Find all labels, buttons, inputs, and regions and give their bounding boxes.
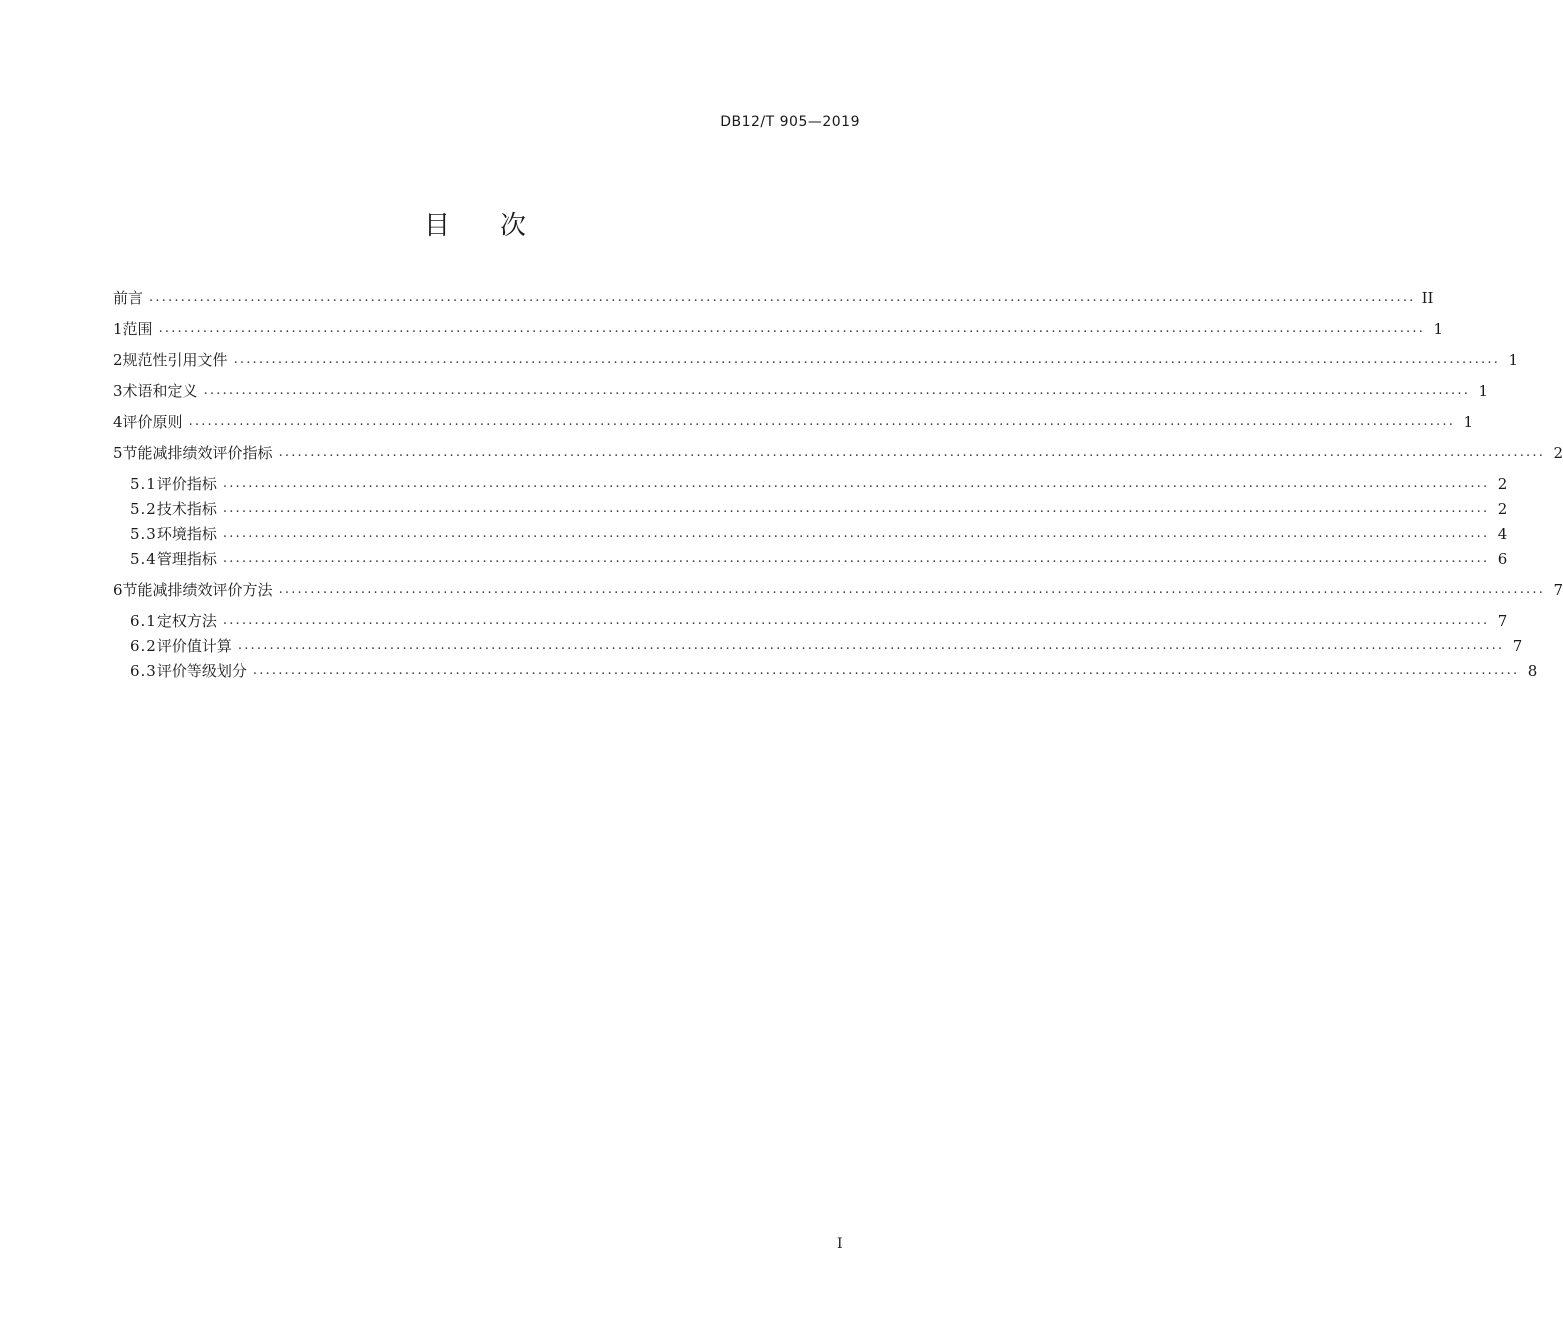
dot-leader: ........................................................................................................................................................................................................ <box>252 663 1520 678</box>
toc-subentry[interactable] <box>113 634 1523 658</box>
toc-entry[interactable] <box>113 348 1519 372</box>
toc-entry-label: 评价值计算 <box>156 637 232 655</box>
toc-entry-label: 前言 <box>113 289 144 307</box>
toc-entry-page: 2 <box>1497 500 1508 518</box>
toc-entry-page: 1 <box>1478 382 1489 400</box>
toc-entry-number: 6 <box>113 581 123 599</box>
toc-entry-label: 环境指标 <box>156 525 217 543</box>
toc-entry-label: 范围 <box>122 320 153 338</box>
toc-entry-page: 7 <box>1497 612 1508 630</box>
toc-entry-label: 技术指标 <box>156 500 217 518</box>
toc-subentry[interactable] <box>113 522 1508 546</box>
toc-entry-number: 2 <box>113 351 123 369</box>
toc-title: 目次 <box>423 211 576 241</box>
toc-entry-number: 5.4 <box>130 550 157 568</box>
table-of-contents <box>113 286 1563 690</box>
toc-entry-label: 规范性引用文件 <box>122 351 228 369</box>
dot-leader: ........................................................................................................................................................................................................ <box>222 526 1490 541</box>
toc-entry[interactable] <box>113 286 1434 310</box>
dot-leader: ........................................................................................................................................................................................................ <box>188 414 1456 429</box>
toc-entry-number: 6.2 <box>130 637 157 655</box>
toc-entry-page: II <box>1421 289 1434 307</box>
toc-entry-number: 5 <box>113 444 123 462</box>
toc-entry-page: 4 <box>1497 525 1508 543</box>
toc-entry-label: 定权方法 <box>156 612 217 630</box>
toc-entry-number: 6.1 <box>130 612 157 630</box>
toc-entry-label: 评价原则 <box>122 413 183 431</box>
dot-leader: ........................................................................................................................................................................................................ <box>203 383 1471 398</box>
toc-entry[interactable] <box>113 379 1489 403</box>
page-number: I <box>837 1236 843 1252</box>
toc-entry-page: 6 <box>1497 550 1508 568</box>
toc-entry-label: 节能减排绩效评价指标 <box>122 444 273 462</box>
toc-subentry[interactable] <box>113 609 1508 633</box>
toc-entry-label: 管理指标 <box>156 550 217 568</box>
toc-entry[interactable] <box>113 410 1474 434</box>
toc-subentry[interactable] <box>113 659 1538 683</box>
toc-entry-label: 节能减排绩效评价方法 <box>122 581 273 599</box>
toc-entry-number: 1 <box>113 320 123 338</box>
toc-entry-page: 2 <box>1553 444 1563 462</box>
dot-leader: ........................................................................................................................................................................................................ <box>222 476 1490 491</box>
toc-entry-label: 术语和定义 <box>122 382 198 400</box>
toc-entry-page: 1 <box>1433 320 1444 338</box>
toc-subentry[interactable] <box>113 472 1508 496</box>
toc-entry-number: 3 <box>113 382 123 400</box>
toc-entry-label: 评价等级划分 <box>156 662 247 680</box>
dot-leader: ........................................................................................................................................................................................................ <box>278 445 1546 460</box>
dot-leader: ........................................................................................................................................................................................................ <box>222 613 1490 628</box>
toc-entry-page: 8 <box>1527 662 1538 680</box>
dot-leader: ........................................................................................................................................................................................................ <box>222 501 1490 516</box>
toc-entry-page: 1 <box>1508 351 1519 369</box>
dot-leader: ........................................................................................................................................................................................................ <box>158 321 1426 336</box>
document-code: DB12/T 905—2019 <box>720 114 860 130</box>
toc-entry-number: 4 <box>113 413 123 431</box>
toc-entry-number: 6.3 <box>130 662 157 680</box>
toc-entry-page: 7 <box>1553 581 1563 599</box>
dot-leader: ........................................................................................................................................................................................................ <box>233 352 1501 367</box>
dot-leader: ........................................................................................................................................................................................................ <box>278 582 1546 597</box>
toc-entry-number: 5.1 <box>130 475 157 493</box>
toc-entry-page: 7 <box>1512 637 1523 655</box>
dot-leader: ........................................................................................................................................................................................................ <box>149 290 1416 305</box>
toc-entry-number: 5.3 <box>130 525 157 543</box>
toc-entry-page: 1 <box>1463 413 1474 431</box>
toc-entry[interactable] <box>113 441 1563 465</box>
toc-subentry[interactable] <box>113 547 1508 571</box>
toc-entry[interactable] <box>113 578 1563 602</box>
dot-leader: ........................................................................................................................................................................................................ <box>237 638 1505 653</box>
toc-entry[interactable] <box>113 317 1444 341</box>
toc-entry-label: 评价指标 <box>156 475 217 493</box>
dot-leader: ........................................................................................................................................................................................................ <box>222 551 1490 566</box>
toc-entry-page: 2 <box>1497 475 1508 493</box>
toc-entry-number: 5.2 <box>130 500 157 518</box>
toc-subentry[interactable] <box>113 497 1508 521</box>
